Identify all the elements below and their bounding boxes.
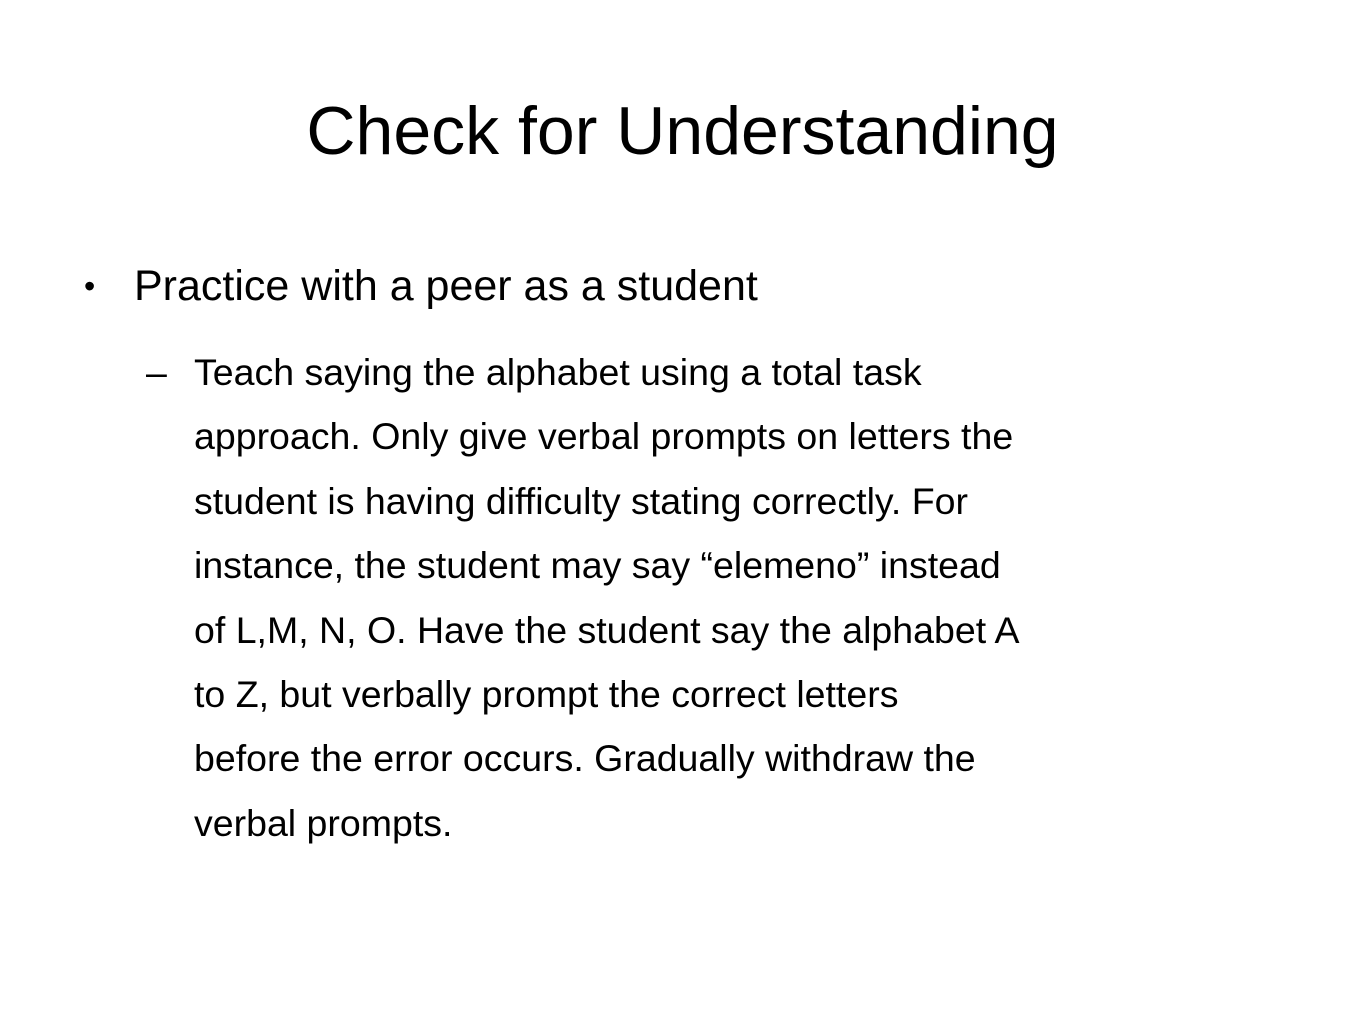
sub-bullet-line: student is having difficulty stating correctly. For	[194, 479, 968, 522]
sub-bullet-line: to Z, but verbally prompt the correct letters	[194, 673, 899, 716]
sub-bullet-line: of L,M, N, O. Have the student say the alphabet A	[194, 608, 1020, 651]
slide-title: Check for Understanding	[306, 93, 1059, 169]
sub-bullet-text	[194, 340, 1314, 855]
sub-bullet-marker: –	[146, 351, 167, 393]
sub-bullet-line: instance, the student may say “elemeno” instead	[194, 544, 1001, 587]
sub-bullet-line: verbal prompts.	[194, 801, 453, 844]
sub-bullet-line: approach. Only give verbal prompts on letters the	[194, 415, 1014, 458]
sub-bullet-line: Teach saying the alphabet using a total task	[194, 351, 922, 393]
sub-bullet-line: before the error occurs. Gradually withdraw the	[194, 737, 976, 780]
bullet-text: Practice with a peer as a student	[134, 262, 758, 310]
bullet-marker: •	[84, 268, 96, 304]
